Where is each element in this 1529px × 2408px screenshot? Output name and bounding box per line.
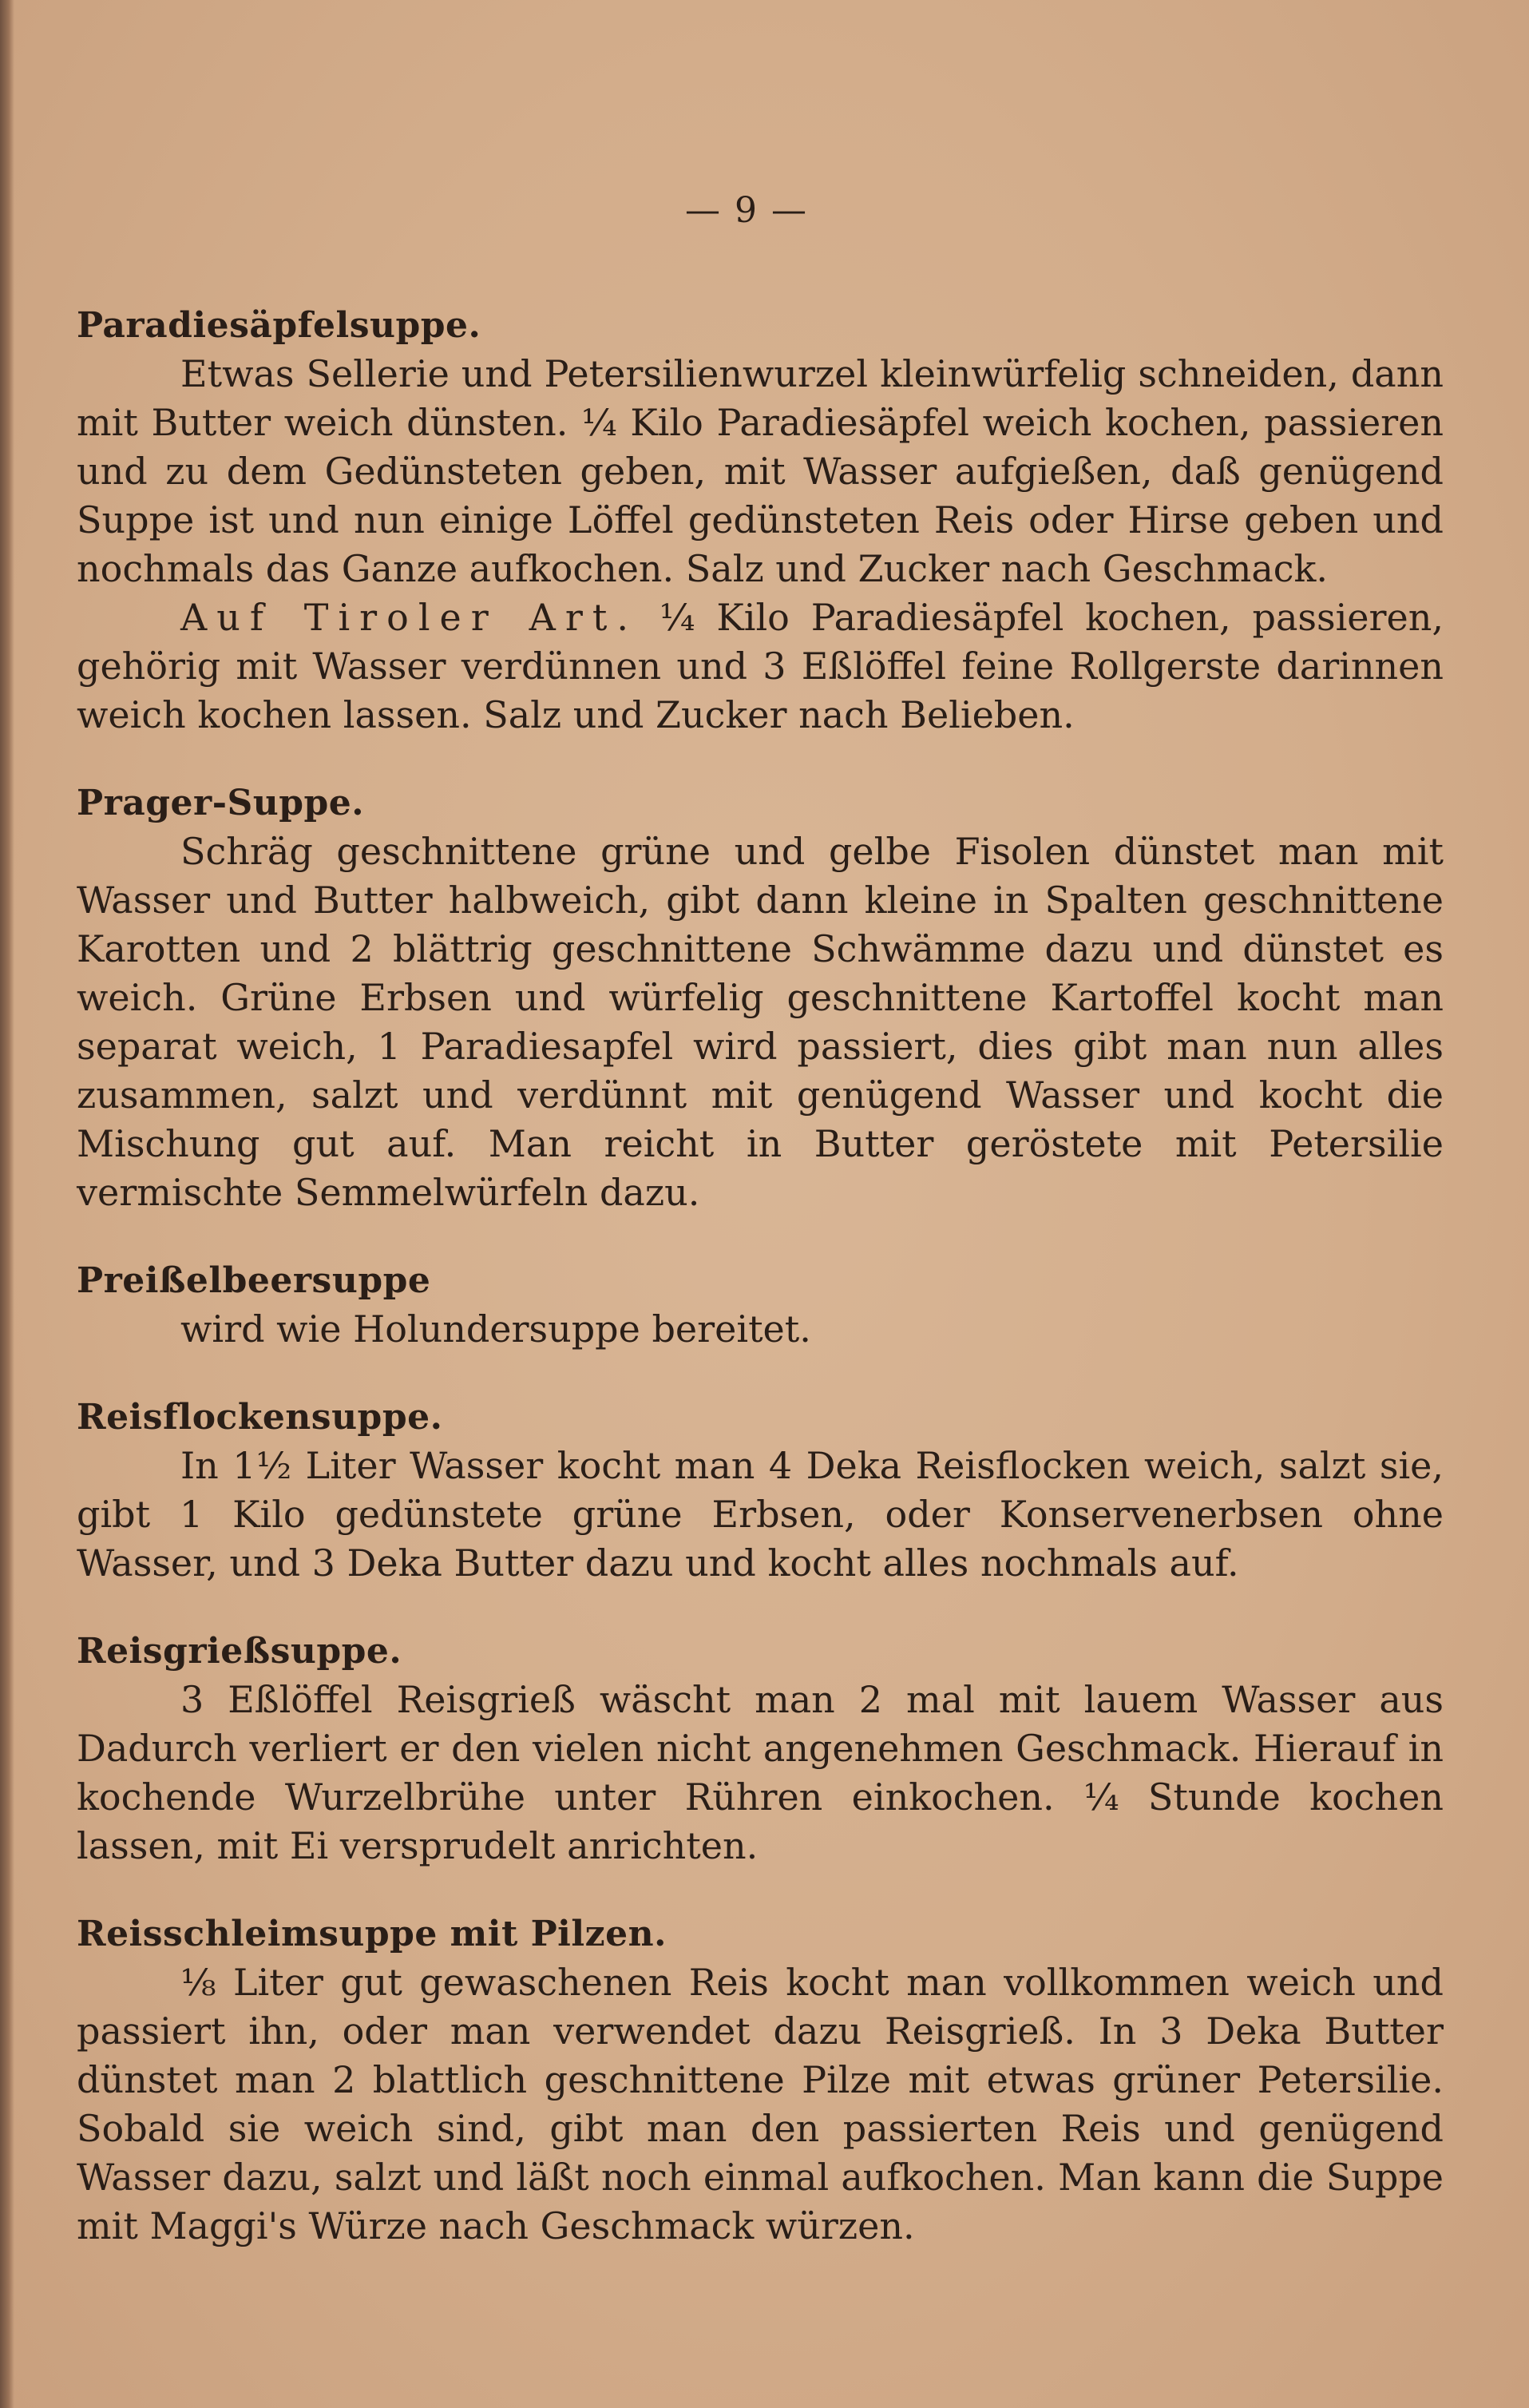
page-content	[77, 302, 1444, 2291]
recipe-paragraph: ⅛ Liter gut gewaschenen Reis kocht man vollkommen weich und passiert ihn, oder man verwendet dazu Reisgrieß. In 3 Deka Butter dünstet man 2 blattlich geschnittene Pilze mit etwas grüner Petersilie. Sobald sie weich sind, gibt man den passierten Reis und genügend Wasser dazu, salzt und läßt noch einmal aufkochen. Man kann die Suppe mit Maggi's Würze nach Geschmack würzen.	[77, 1961, 1444, 2247]
recipe-title: Prager-Suppe.	[77, 783, 365, 823]
recipe-paragraph: In 1½ Liter Wasser kocht man 4 Deka Reisflocken weich, salzt sie, gibt 1 Kilo gedünstete grüne Erbsen, oder Konservenerbsen ohne Wasser, und 3 Deka Butter dazu und kocht alles nochmals auf.	[77, 1444, 1444, 1585]
recipe-title: Reisgrießsuppe.	[77, 1631, 402, 1672]
recipe-section	[77, 1628, 1444, 1870]
recipe-variant-paragraph	[77, 593, 1444, 740]
recipe-section	[77, 780, 1444, 1217]
page-number: — 9 —	[685, 190, 808, 231]
recipe-title: Reisflockensuppe.	[77, 1397, 443, 1438]
binding-edge	[0, 0, 14, 2408]
recipe-paragraph: Etwas Sellerie und Petersilienwurzel kleinwürfelig schneiden, dann mit Butter weich dünsten. ¼ Kilo Paradiesäpfel weich kochen, passieren und zu dem Gedünsteten geben, mit Wasser aufgießen, daß genügend Suppe ist und nun einige Löffel gedünsteten Reis oder Hirse geben und nochmals das Ganze aufkochen. Salz und Zucker nach Geschmack.	[77, 352, 1444, 590]
recipe-paragraph: 3 Eßlöffel Reisgrieß wäscht man 2 mal mit lauem Wasser aus Dadurch verliert er den vielen nicht angenehmen Geschmack. Hierauf in kochende Wurzelbrühe unter Rühren einkochen. ¼ Stunde kochen lassen, mit Ei versprudelt anrichten.	[77, 1678, 1444, 1867]
recipe-section	[77, 302, 1444, 740]
variant-text: ¼ Kilo Paradiesäpfel kochen, passieren, gehörig mit Wasser verdünnen und 3 Eßlöffel feine Rollgerste darinnen weich kochen lassen. Salz und Zucker nach Belieben.	[77, 596, 1444, 736]
recipe-paragraph: Schräg geschnittene grüne und gelbe Fisolen dünstet man mit Wasser und Butter halbweich, gibt dann kleine in Spalten geschnittene Karotten und 2 blättrig geschnittene Schwämme dazu und dünstet es weich. Grüne Erbsen und würfelig geschnittene Kartoffel kocht man separat weich, 1 Paradiesapfel wird passiert, dies gibt man nun alles zusammen, salzt und verdünnt mit genügend Wasser und kocht die Mischung gut auf. Man reicht in Butter geröstete mit Petersilie vermischte Semmelwürfeln dazu.	[77, 830, 1444, 1214]
variant-label: Auf Tiroler Art.	[180, 596, 638, 639]
recipe-section	[77, 1257, 1444, 1354]
recipe-section	[77, 1394, 1444, 1588]
recipe-title: Preißelbeersuppe	[77, 1260, 431, 1301]
recipe-section	[77, 1910, 1444, 2251]
recipe-title: Paradiesäpfelsuppe.	[77, 305, 481, 346]
recipe-title: Reisschleimsuppe mit Pilzen.	[77, 1914, 667, 1954]
recipe-paragraph: wird wie Holundersuppe bereitet.	[180, 1307, 811, 1351]
